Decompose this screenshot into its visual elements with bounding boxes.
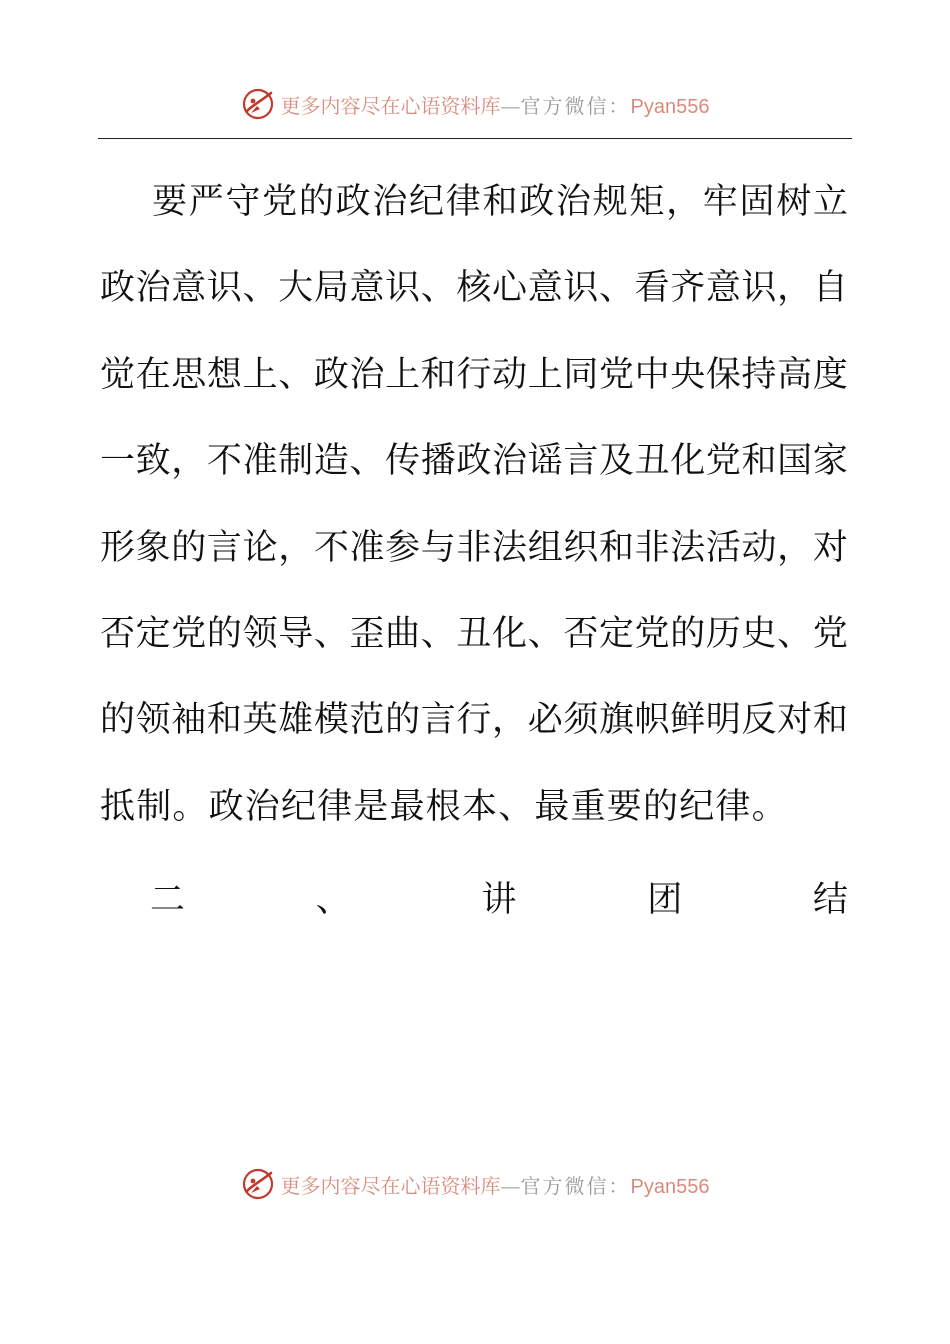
paragraph-char: 法 bbox=[492, 527, 528, 568]
paragraph-char: 不 bbox=[313, 527, 349, 568]
paragraph-char: 参 bbox=[385, 527, 421, 568]
paragraph-char: ， bbox=[278, 527, 314, 568]
paragraph-char: 、 bbox=[598, 268, 634, 309]
paragraph-char: 治 bbox=[555, 182, 591, 222]
paragraph-char: 树 bbox=[776, 182, 812, 222]
heading-char: 团 bbox=[647, 880, 683, 920]
paragraph-char: 、 bbox=[527, 613, 563, 654]
paragraph-char: 非 bbox=[456, 527, 492, 568]
paragraph-char: ， bbox=[777, 268, 813, 309]
paragraph-char: 否 bbox=[563, 613, 599, 654]
paragraph-char: 在 bbox=[135, 354, 171, 395]
paragraph-char: 识 bbox=[206, 268, 242, 309]
paragraph-char: 一 bbox=[100, 441, 136, 482]
paragraph-char: 对 bbox=[777, 700, 813, 741]
paragraph-char: 须 bbox=[563, 700, 599, 741]
paragraph-char: 帜 bbox=[634, 700, 670, 741]
paragraph-char: 党 bbox=[171, 613, 207, 654]
paragraph-line bbox=[100, 345, 848, 431]
paragraph-char: 言 bbox=[420, 700, 456, 741]
paragraph-char: 党 bbox=[598, 354, 634, 395]
paragraph-char: 言 bbox=[206, 527, 242, 568]
paragraph-char: 央 bbox=[670, 354, 706, 395]
banner-slogan: 更多内容尽在心语资料库 bbox=[280, 1173, 501, 1198]
paragraph-char: 定 bbox=[598, 613, 634, 654]
paragraph-char: 党 bbox=[812, 613, 848, 654]
paragraph-char: 核 bbox=[456, 268, 492, 309]
paragraph-char: 、 bbox=[420, 268, 456, 309]
paragraph-char: 觉 bbox=[100, 354, 136, 395]
paragraph-char: 看 bbox=[634, 268, 670, 309]
paragraph-char: 制 bbox=[278, 441, 314, 482]
paragraph-char: ， bbox=[777, 527, 813, 568]
paragraph-char: 家 bbox=[812, 441, 848, 482]
paragraph-char: 齐 bbox=[670, 268, 706, 309]
paragraph-char: 不 bbox=[206, 441, 242, 482]
paragraph-char: 牢 bbox=[702, 182, 738, 222]
section-heading bbox=[150, 870, 848, 930]
paragraph-char: 、 bbox=[777, 613, 813, 654]
paragraph-char: 要 bbox=[152, 182, 188, 222]
paragraph-char: 必 bbox=[527, 700, 563, 741]
paragraph-char: 规 bbox=[592, 182, 628, 222]
paragraph-char: 的 bbox=[171, 527, 207, 568]
paragraph-char: 思 bbox=[171, 354, 207, 395]
paragraph-char: 守 bbox=[225, 182, 261, 222]
paragraph-char: 识 bbox=[385, 268, 421, 309]
paragraph-char: 心 bbox=[492, 268, 528, 309]
paragraph-char: ， bbox=[171, 441, 207, 482]
paragraph-char: 高 bbox=[777, 354, 813, 395]
paragraph-char: 对 bbox=[812, 527, 848, 568]
paragraph-char: 、 bbox=[242, 268, 278, 309]
paragraph-char: 鲜 bbox=[670, 700, 706, 741]
paragraph-char: 政 bbox=[313, 354, 349, 395]
paragraph-char: 导 bbox=[278, 613, 314, 654]
paragraph-char: 行 bbox=[456, 354, 492, 395]
paragraph-char: 党 bbox=[262, 182, 298, 222]
paragraph-char: 形 bbox=[100, 527, 136, 568]
document-body bbox=[100, 172, 848, 863]
paragraph-line bbox=[100, 431, 848, 517]
paragraph-char: 化 bbox=[492, 613, 528, 654]
paragraph-char: 中 bbox=[634, 354, 670, 395]
paragraph-char: 与 bbox=[420, 527, 456, 568]
paragraph-char: 及 bbox=[598, 441, 634, 482]
paragraph-char: 立 bbox=[812, 182, 848, 222]
paragraph-char: 行 bbox=[456, 700, 492, 741]
pen-logo-icon bbox=[241, 87, 275, 121]
paragraph-char: 大 bbox=[278, 268, 314, 309]
paragraph-char: 上 bbox=[527, 354, 563, 395]
paragraph-char: 政 bbox=[519, 182, 555, 222]
paragraph-char: 治 bbox=[349, 354, 385, 395]
paragraph-char: 否 bbox=[100, 613, 136, 654]
paragraph-char: 论 bbox=[242, 527, 278, 568]
paragraph-line bbox=[100, 518, 848, 604]
paragraph-char: 政 bbox=[100, 268, 136, 309]
paragraph-char: 准 bbox=[242, 441, 278, 482]
paragraph-char: 动 bbox=[492, 354, 528, 395]
pen-logo-icon bbox=[241, 1167, 275, 1201]
paragraph-char: 、 bbox=[278, 354, 314, 395]
paragraph-char: 识 bbox=[741, 268, 777, 309]
paragraph-char: 治 bbox=[135, 268, 171, 309]
paragraph-char: 治 bbox=[492, 441, 528, 482]
paragraph-char: 英 bbox=[242, 700, 278, 741]
paragraph-char: 播 bbox=[420, 441, 456, 482]
paragraph-char: 历 bbox=[705, 613, 741, 654]
banner-separator: — bbox=[500, 1173, 521, 1198]
paragraph-char: 自 bbox=[812, 268, 848, 309]
paragraph-char: 、 bbox=[313, 613, 349, 654]
paragraph-char: 史 bbox=[741, 613, 777, 654]
paragraph-char: 动 bbox=[741, 527, 777, 568]
paragraph-char: 意 bbox=[705, 268, 741, 309]
paragraph-char: 持 bbox=[741, 354, 777, 395]
paragraph-char: 治 bbox=[372, 182, 408, 222]
paragraph-char: 致 bbox=[135, 441, 171, 482]
paragraph-char: 领 bbox=[135, 700, 171, 741]
paragraph-char: 同 bbox=[563, 354, 599, 395]
paragraph-char: 的 bbox=[298, 182, 334, 222]
paragraph-char: 想 bbox=[206, 354, 242, 395]
heading-char: 讲 bbox=[481, 880, 517, 920]
paragraph-char: 意 bbox=[527, 268, 563, 309]
paragraph-char: 纪 bbox=[409, 182, 445, 222]
paragraph-char: 化 bbox=[670, 441, 706, 482]
paragraph-char: 局 bbox=[313, 268, 349, 309]
paragraph-char: 国 bbox=[777, 441, 813, 482]
paragraph-char: 的 bbox=[206, 613, 242, 654]
paragraph-char: 定 bbox=[135, 613, 171, 654]
paragraph-char: 活 bbox=[705, 527, 741, 568]
paragraph-char: 的 bbox=[670, 613, 706, 654]
paragraph-line bbox=[100, 258, 848, 344]
paragraph-line bbox=[100, 690, 848, 776]
paragraph-char: 上 bbox=[242, 354, 278, 395]
header-divider bbox=[98, 138, 852, 139]
paragraph-char: 的 bbox=[385, 700, 421, 741]
paragraph-char: 曲 bbox=[385, 613, 421, 654]
paragraph-char: 袖 bbox=[171, 700, 207, 741]
paragraph-char: 和 bbox=[482, 182, 518, 222]
heading-char: 结 bbox=[812, 880, 848, 920]
paragraph-char: 模 bbox=[313, 700, 349, 741]
wechat-id: Pyan556 bbox=[630, 95, 710, 118]
banner-text bbox=[281, 1170, 710, 1199]
paragraph-char: 、 bbox=[349, 441, 385, 482]
wechat-id: Pyan556 bbox=[630, 1175, 710, 1198]
paragraph-char: 造 bbox=[313, 441, 349, 482]
paragraph-char: 和 bbox=[812, 700, 848, 741]
paragraph-char: 组 bbox=[527, 527, 563, 568]
paragraph-char: 反 bbox=[741, 700, 777, 741]
banner-slogan: 更多内容尽在心语资料库 bbox=[280, 93, 501, 118]
heading-char: 、 bbox=[315, 880, 351, 920]
paragraph-char: 和 bbox=[420, 354, 456, 395]
paragraph-char: 意 bbox=[349, 268, 385, 309]
paragraph-char: 旗 bbox=[598, 700, 634, 741]
paragraph-char: 的 bbox=[100, 700, 136, 741]
paragraph-char: 准 bbox=[349, 527, 385, 568]
paragraph-char: 矩 bbox=[629, 182, 665, 222]
paragraph-char: 、 bbox=[420, 613, 456, 654]
paragraph-char: ， bbox=[492, 700, 528, 741]
paragraph-line: 抵制。政治纪律是最根本、最重要的纪律。 bbox=[100, 786, 788, 827]
paragraph-char: 法 bbox=[670, 527, 706, 568]
paragraph-char: 歪 bbox=[349, 613, 385, 654]
banner-separator: — bbox=[500, 93, 521, 118]
paragraph-char: 传 bbox=[385, 441, 421, 482]
paragraph-char: 保 bbox=[705, 354, 741, 395]
paragraph-char: ， bbox=[666, 182, 702, 222]
paragraph-char: 象 bbox=[135, 527, 171, 568]
banner-text bbox=[281, 90, 710, 119]
paragraph-char: 丑 bbox=[456, 613, 492, 654]
paragraph-char: 雄 bbox=[278, 700, 314, 741]
paragraph-char: 和 bbox=[598, 527, 634, 568]
paragraph-char: 上 bbox=[385, 354, 421, 395]
paragraph-char: 言 bbox=[563, 441, 599, 482]
paragraph-char: 明 bbox=[705, 700, 741, 741]
paragraph-char: 范 bbox=[349, 700, 385, 741]
paragraph-char: 意 bbox=[171, 268, 207, 309]
wechat-label: 官方微信： bbox=[520, 1173, 631, 1198]
paragraph-char: 谣 bbox=[527, 441, 563, 482]
paragraph-char: 党 bbox=[705, 441, 741, 482]
paragraph-char: 律 bbox=[445, 182, 481, 222]
paragraph-char: 严 bbox=[188, 182, 224, 222]
heading-char: 二 bbox=[150, 880, 186, 920]
paragraph-line bbox=[100, 172, 848, 258]
paragraph-char: 政 bbox=[335, 182, 371, 222]
paragraph-char: 织 bbox=[563, 527, 599, 568]
header-banner bbox=[0, 82, 950, 126]
paragraph-char: 和 bbox=[206, 700, 242, 741]
paragraph-char: 政 bbox=[456, 441, 492, 482]
paragraph-char: 识 bbox=[563, 268, 599, 309]
paragraph-line bbox=[100, 604, 848, 690]
footer-banner bbox=[0, 1162, 950, 1206]
paragraph-char: 党 bbox=[634, 613, 670, 654]
paragraph-char: 丑 bbox=[634, 441, 670, 482]
paragraph-char: 固 bbox=[739, 182, 775, 222]
paragraph-char: 领 bbox=[242, 613, 278, 654]
paragraph-char: 非 bbox=[634, 527, 670, 568]
paragraph-char: 度 bbox=[812, 354, 848, 395]
wechat-label: 官方微信： bbox=[520, 93, 631, 118]
paragraph-char: 和 bbox=[741, 441, 777, 482]
